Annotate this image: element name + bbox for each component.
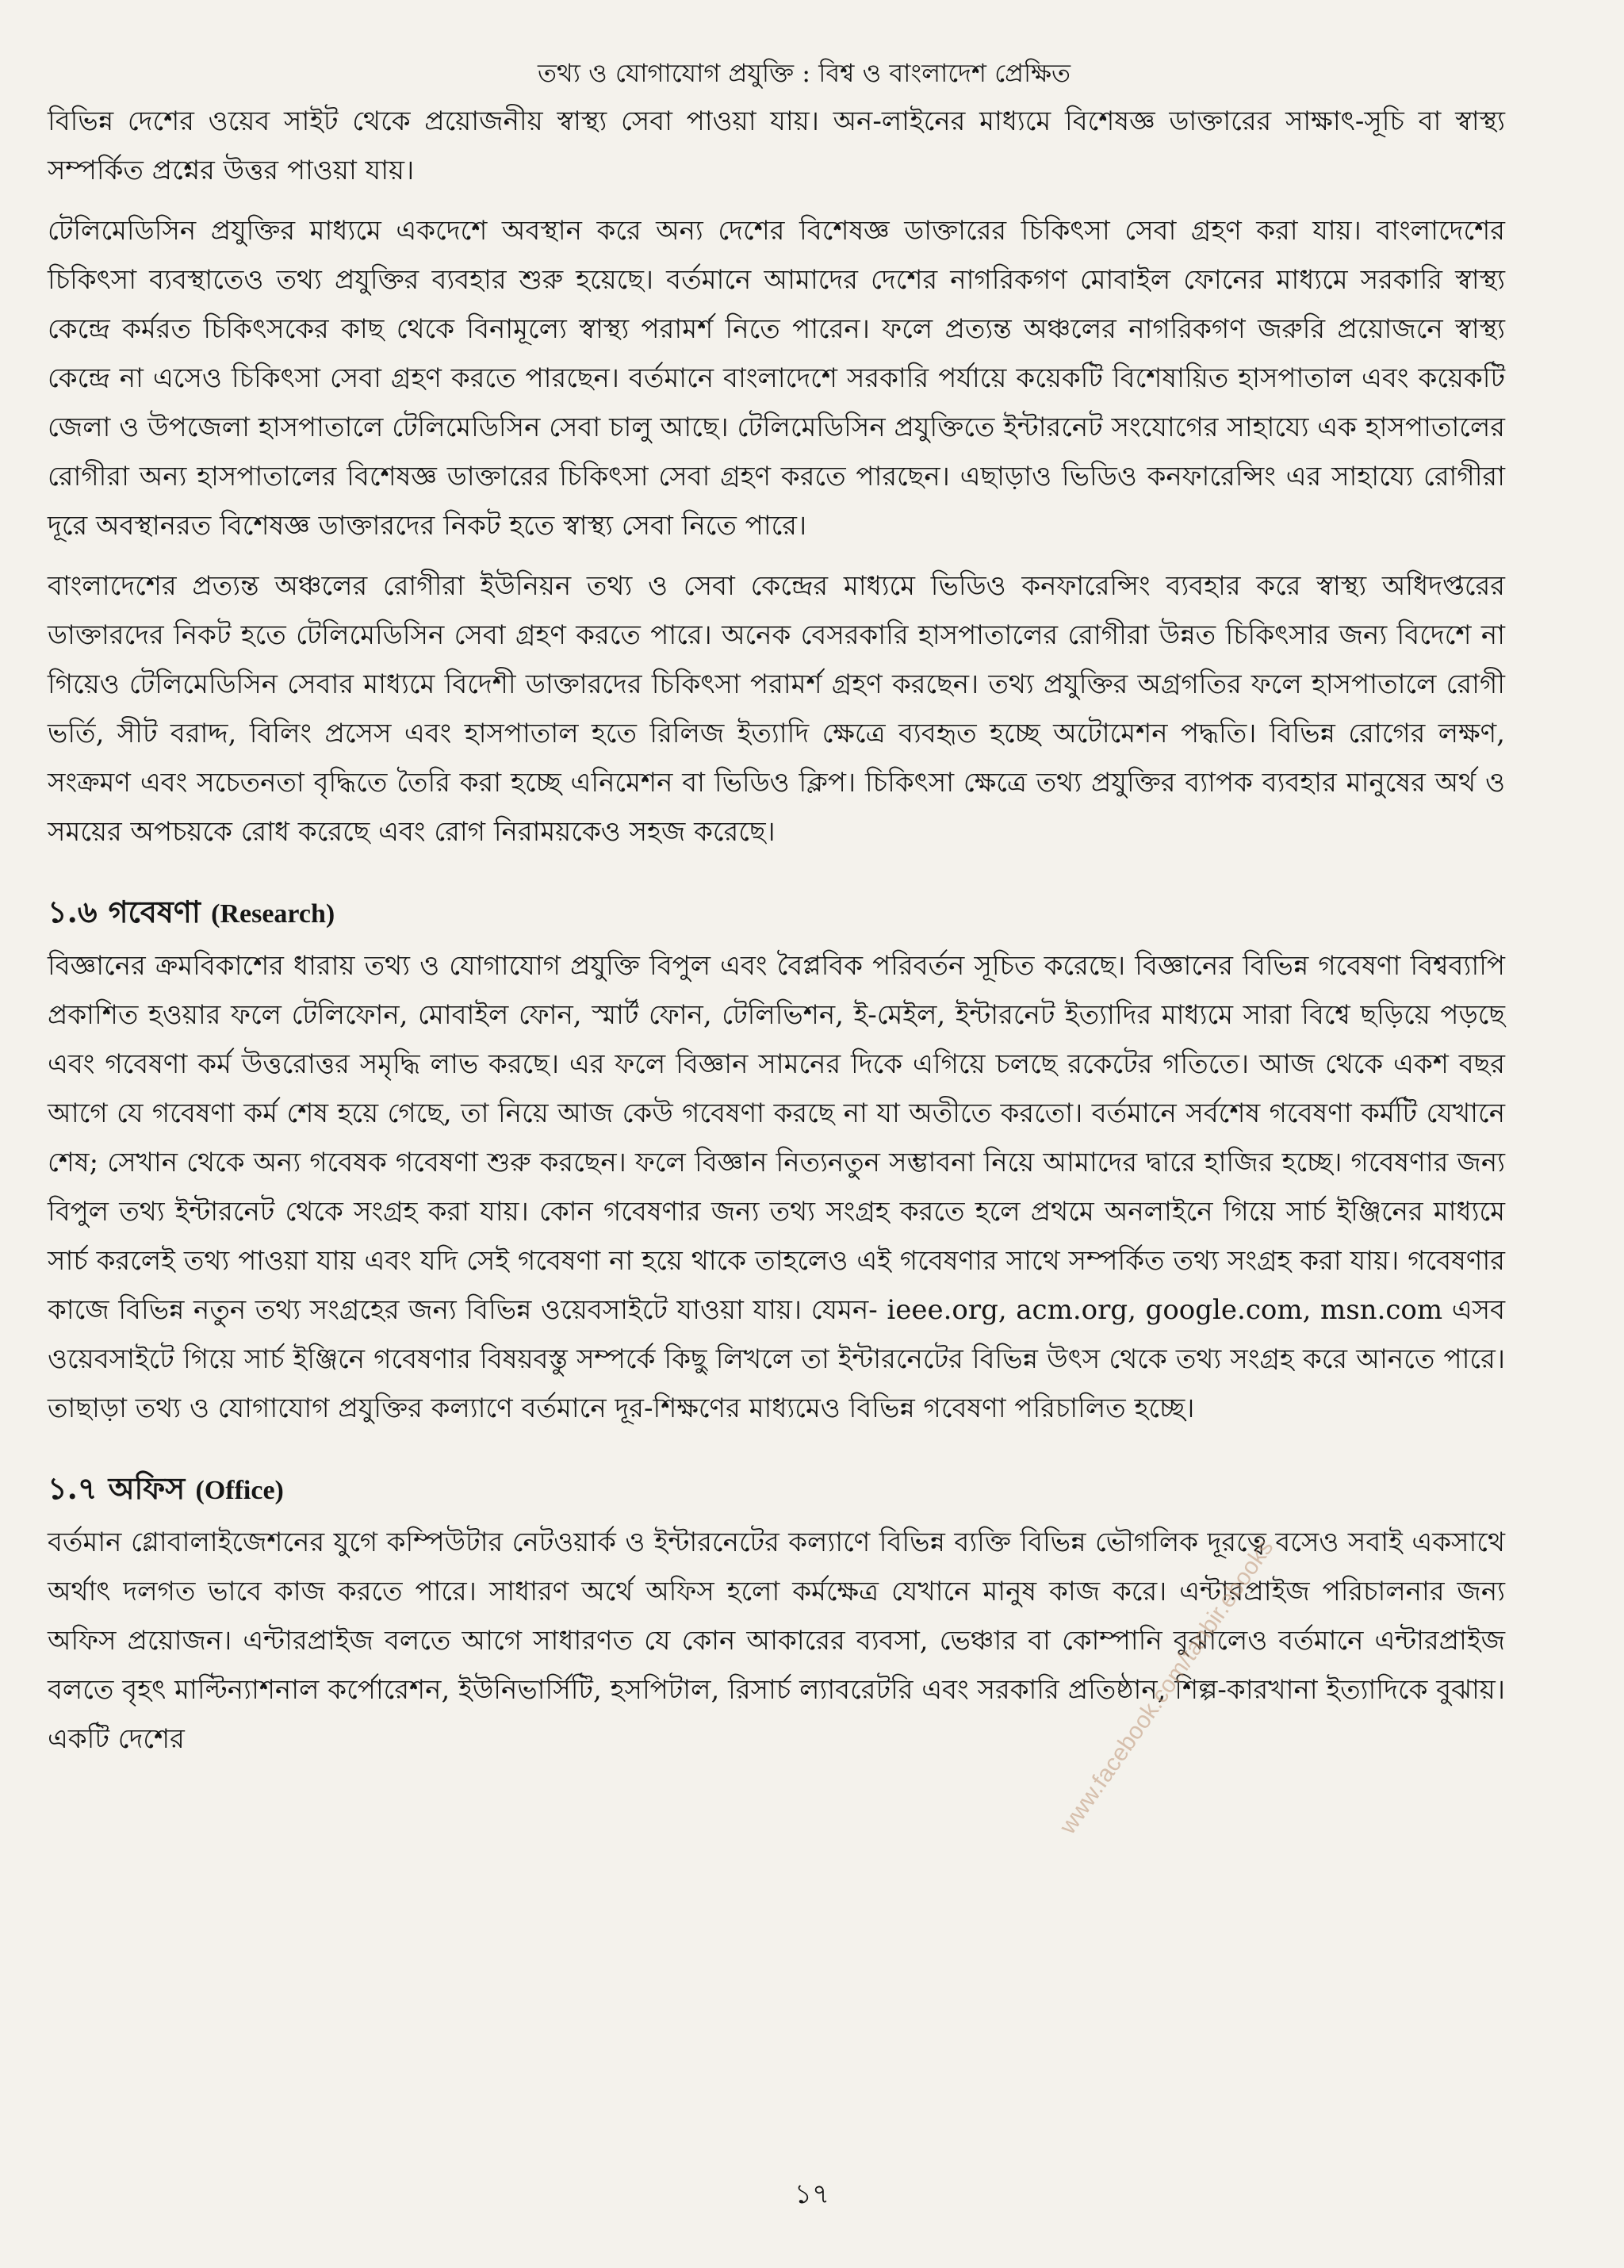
section-title-bn: অফিস [108,1470,186,1506]
section-number: ১.৭ [48,1470,98,1506]
paragraph: বিভিন্ন দেশের ওয়েব সাইট থেকে প্রয়োজনীয় স্বাস্থ্য সেবা পাওয়া যায়। অন-লাইনের মাধ্যমে বিশেষজ্ঞ ডাক্তারের সাক্ষাৎ-সূচি বা স্বাস্থ্য সম্পর্কিত প্রশ্নের উত্তর পাওয়া যায়। [48,105,1505,186]
paragraph: বর্তমান গ্লোবালাইজেশনের যুগে কম্পিউটার নেটওয়ার্ক ও ইন্টারনেটের কল্যাণে বিভিন্ন ব্যক্তি বিভিন্ন ভৌগলিক দূরত্বে বসেও সবাই একসাথে অর্থাৎ দলগত ভাবে কাজ করতে পারে। সাধারণ অর্থে অফিস হলো কর্মক্ষেত্র যেখানে মানুষ কাজ করে। এন্টারপ্রাইজ পরিচালনার জন্য অফিস প্রয়োজন। এন্টারপ্রাইজ বলতে আগে সাধারণত যে কোন আকারের ব্যবসা, ভেঞ্চার বা কোম্পানি বুঝালেও বর্তমানে এন্টারপ্রাইজ বলতে বৃহৎ মাল্টিন্যাশনাল কর্পোরেশন, ইউনিভার্সিটি, হসপিটাল, রিসার্চ ল্যাবরেটরি এবং সরকারি প্রতিষ্ঠান, শিল্প-কারখানা ইত্যাদিকে বুঝায়। একটি দেশের [48,1527,1505,1755]
paragraph: টেলিমেডিসিন প্রযুক্তির মাধ্যমে একদেশে অবস্থান করে অন্য দেশের বিশেষজ্ঞ ডাক্তারের চিকিৎসা সেবা গ্রহণ করা যায়। বাংলাদেশের চিকিৎসা ব্যবস্থাতেও তথ্য প্রযুক্তির ব্যবহার শুরু হয়েছে। বর্তমানে আমাদের দেশের নাগরিকগণ মোবাইল ফোনের মাধ্যমে সরকারি স্বাস্থ্য কেন্দ্রে কর্মরত চিকিৎসকের কাছ থেকে বিনামূল্যে স্বাস্থ্য পরামর্শ নিতে পারেন। ফলে প্রত্যন্ত অঞ্চলের নাগরিকগণ জরুরি প্রয়োজনে স্বাস্থ্য কেন্দ্রে না এসেও চিকিৎসা সেবা গ্রহণ করতে পারছেন। বর্তমানে বাংলাদেশে সরকারি পর্যায়ে কয়েকটি বিশেষায়িত হাসপাতাল এবং কয়েকটি জেলা ও উপজেলা হাসপাতালে টেলিমেডিসিন সেবা চালু আছে। টেলিমেডিসিন প্রযুক্তিতে ইন্টারনেট সংযোগের সাহায্যে এক হাসপাতালের রোগীরা অন্য হাসপাতালের বিশেষজ্ঞ ডাক্তারের চিকিৎসা সেবা গ্রহণ করতে পারছেন। এছাড়াও ভিডিও কনফারেন্সিং এর সাহায্যে রোগীরা দূরে অবস্থানরত বিশেষজ্ঞ ডাক্তারদের নিকট হতে স্বাস্থ্য সেবা নিতে পারে। [48,215,1505,542]
paragraph: বাংলাদেশের প্রত্যন্ত অঞ্চলের রোগীরা ইউনিয়ন তথ্য ও সেবা কেন্দ্রের মাধ্যমে ভিডিও কনফারেন্সিং ব্যবহার করে স্বাস্থ্য অধিদপ্তরের ডাক্তারদের নিকট হতে টেলিমেডিসিন সেবা গ্রহণ করতে পারে। অনেক বেসরকারি হাসপাতালের রোগীরা উন্নত চিকিৎসার জন্য বিদেশে না গিয়েও টেলিমেডিসিন সেবার মাধ্যমে বিদেশী ডাক্তারদের চিকিৎসা পরামর্শ গ্রহণ করছেন। তথ্য প্রযুক্তির অগ্রগতির ফলে হাসপাতালে রোগী ভর্তি, সীট বরাদ্দ, বিলিং প্রসেস এবং হাসপাতাল হতে রিলিজ ইত্যাদি ক্ষেত্রে ব্যবহৃত হচ্ছে অটোমেশন পদ্ধতি। বিভিন্ন রোগের লক্ষণ, সংক্রমণ এবং সচেতনতা বৃদ্ধিতে তৈরি করা হচ্ছে এনিমেশন বা ভিডিও ক্লিপ। চিকিৎসা ক্ষেত্রে তথ্য প্রযুক্তির ব্যাপক ব্যবহার মানুষের অর্থ ও সময়ের অপচয়কে রোধ করেছে এবং রোগ নিরাময়কেও সহজ করেছে। [48,570,1505,848]
section-title-en: (Office) [195,1476,284,1505]
section-title-bn: গবেষণা [108,894,201,929]
page-number: ১৭ [794,2178,830,2210]
watermark-text: www.facebook.com/tanbir.ebooks [1055,1534,1279,1839]
section-number: ১.৬ [48,894,98,929]
running-head: তথ্য ও যোগাযোগ প্রযুক্তি : বিশ্ব ও বাংলাদেশ প্রেক্ষিত [537,58,1071,88]
paragraph: বিজ্ঞানের ক্রমবিকাশের ধারায় তথ্য ও যোগাযোগ প্রযুক্তি বিপুল এবং বৈপ্লবিক পরিবর্তন সূচিত করেছে। বিজ্ঞানের বিভিন্ন গবেষণা বিশ্বব্যাপি প্রকাশিত হওয়ার ফলে টেলিফোন, মোবাইল ফোন, স্মার্ট ফোন, টেলিভিশন, ই-মেইল, ইন্টারনেট ইত্যাদির মাধ্যমে সারা বিশ্বে ছড়িয়ে পড়ছে এবং গবেষণা কর্ম উত্তরোত্তর সমৃদ্ধি লাভ করছে। এর ফলে বিজ্ঞান সামনের দিকে এগিয়ে চলছে রকেটের গতিতে। আজ থেকে একশ বছর আগে যে গবেষণা কর্ম শেষ হয়ে গেছে, তা নিয়ে আজ কেউ গবেষণা করছে না যা অতীতে করতো। বর্তমানে সর্বশেষ গবেষণা কর্মটি যেখানে শেষ; সেখান থেকে অন্য গবেষক গবেষণা শুরু করছেন। ফলে বিজ্ঞান নিত্যনতুন সম্ভাবনা নিয়ে আমাদের দ্বারে হাজির হচ্ছে। গবেষণার জন্য বিপুল তথ্য ইন্টারনেট থেকে সংগ্রহ করা যায়। কোন গবেষণার জন্য তথ্য সংগ্রহ করতে হলে প্রথমে অনলাইনে গিয়ে সার্চ ইঞ্জিনের মাধ্যমে সার্চ করলেই তথ্য পাওয়া যায় এবং যদি সেই গবেষণা না হয়ে থাকে তাহলেও এই গবেষণার সাথে সম্পর্কিত তথ্য সংগ্রহ করা যায়। গবেষণার কাজে বিভিন্ন নতুন তথ্য সংগ্রহের জন্য বিভিন্ন ওয়েবসাইটে যাওয়া যায়। যেমন- ieee.org, acm.org, google.com, msn.com এসব ওয়েবসাইটে গিয়ে সার্চ ইঞ্জিনে গবেষণার বিষয়বস্তু সম্পর্কে কিছু লিখলে তা ইন্টারনেটের বিভিন্ন উৎস থেকে তথ্য সংগ্রহ করে আনতে পারে। তাছাড়া তথ্য ও যোগাযোগ প্রযুক্তির কল্যাণে বর্তমানে দূর-শিক্ষণের মাধ্যমেও বিভিন্ন গবেষণা পরিচালিত হচ্ছে। [48,950,1505,1424]
section-heading-research [48,888,1505,938]
section-title-en: (Research) [211,899,335,929]
